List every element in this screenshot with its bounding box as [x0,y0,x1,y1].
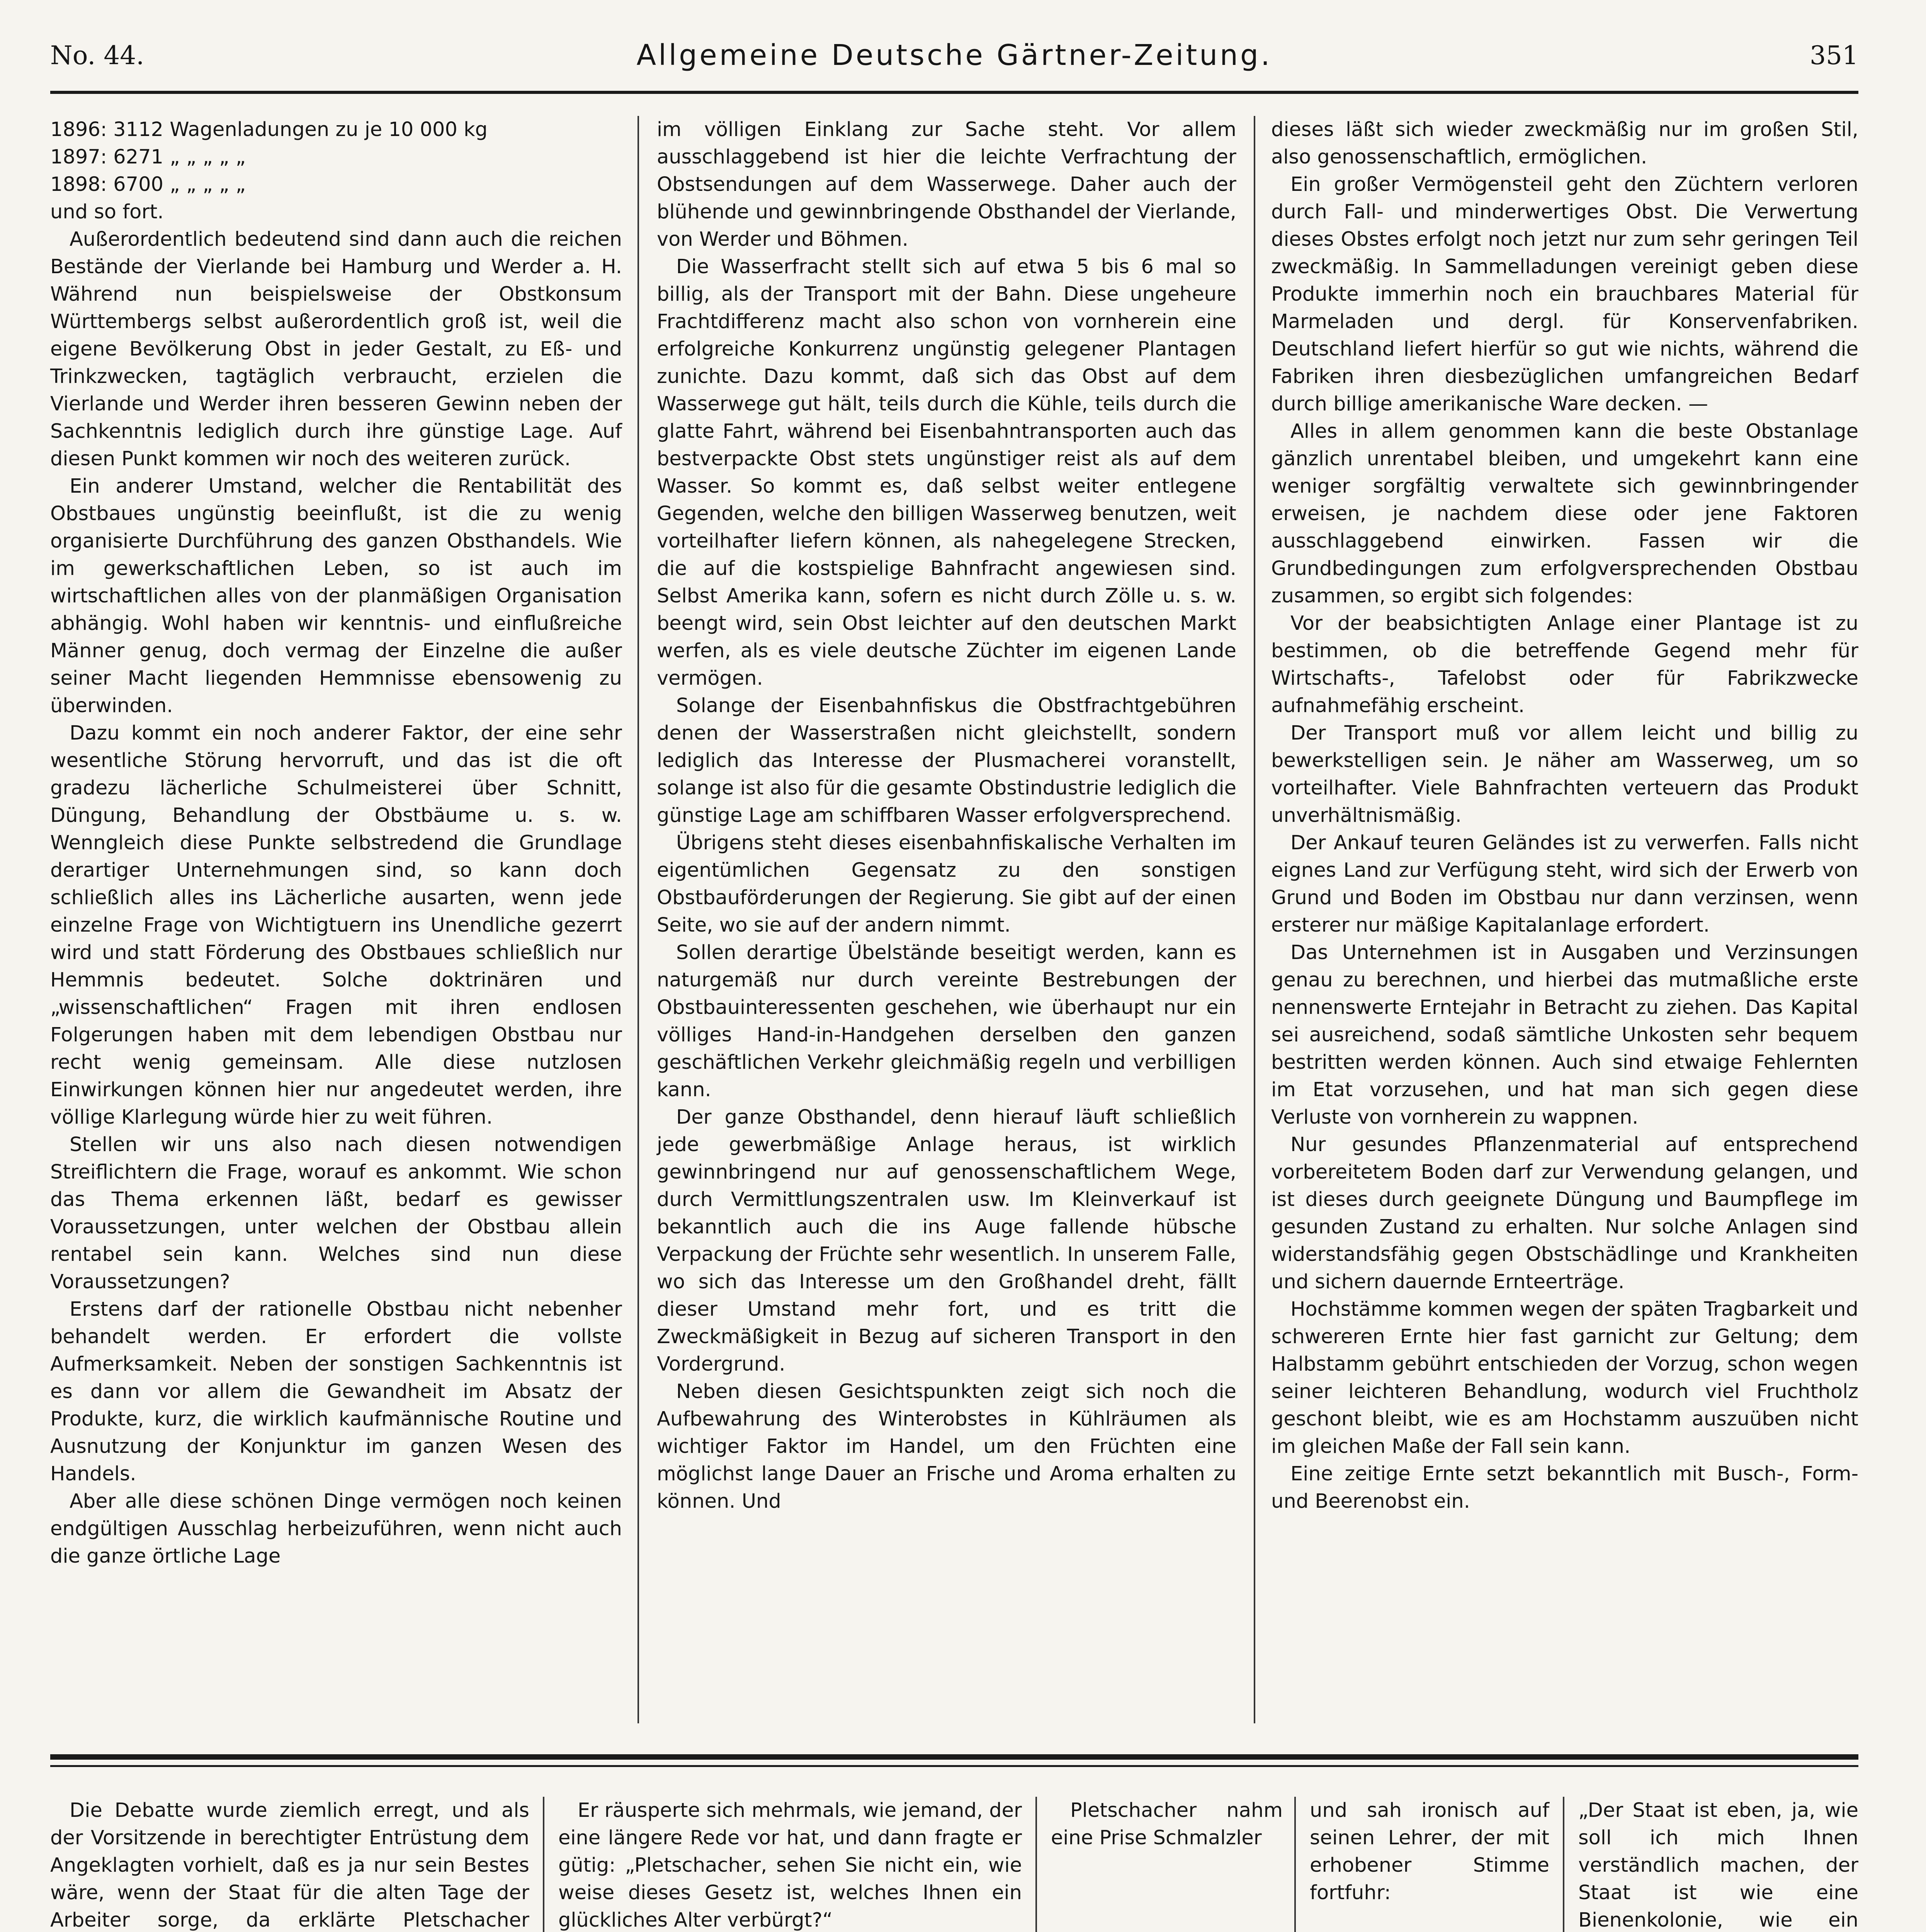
story-column-1 [50,1797,529,1932]
issue-number: No. 44. [50,41,144,70]
paragraph: Der Transport muß vor allem leicht und billig zu bewerkstelligen sein. Je näher am Wasserweg, um so vorteilhafter. Viele Bahnfrachten verteuern das Produkt unverhältnismäßig. [1271,722,1858,827]
paragraph: Die Debatte wurde ziemlich erregt, und als der Vorsitzende in berechtigter Entrüstung dem Angeklagten vorhielt, daß es ja nur sein Bestes wäre, wenn der Staat für die alten Tage der Arbeiter sorge, da erklärte Pletschacher [50,1799,529,1932]
paragraph: und sah ironisch auf seinen Lehrer, der mit erhobener Stimme fortfuhr: [1310,1799,1549,1904]
paragraph: Solange der Eisenbahnfiskus die Obstfrachtgebühren denen der Wasserstraßen nicht gleichstellt, sondern lediglich das Interesse der Plusmacherei voranstellt, solange ist also für die gesamte Obstindustrie lediglich die günstige Lage am schiffbaren Wasser erfolgversprechend. [657,694,1236,827]
paragraph: Erstens darf der rationelle Obstbau nicht nebenher behandelt werden. Er erfordert die vollste Aufmerksamkeit. Neben der sonstigen Sachkenntnis ist es dann vor allem die Gewandheit im Absatz der Produkte, kurz, die wirklich kaufmännische Routine und Ausnutzung der Konjunktur im ganzen Wesen des Handels. [50,1298,622,1485]
article-column-2 [657,116,1236,1723]
story-column-2 [558,1797,1022,1932]
paragraph: im völligen Einklang zur Sache steht. Vor allem ausschlaggebend ist hier die leichte Verfrachtung der Obstsendungen auf dem Wasserwege. Daher auch der blühende und gewinnbringende Obsthandel der Vierlande, von Werder und Böhmen. [657,118,1236,251]
article-column-3 [1271,116,1858,1723]
paragraph: Dazu kommt ein noch anderer Faktor, der eine sehr wesentliche Störung hervorruft, und das ist die oft gradezu lächerliche Schulmeisterei über Schnitt, Düngung, Behandlung der Obstbäume u. s. w. Wenngleich diese Punkte selbstredend die Grundlage derartiger Unternehmungen sind, so kann doch schließlich alles ins Lächerliche ausarten, wenn jede einzelne Frage von Wichtigtuern ins Unendliche gezerrt wird und statt Förderung des Obstbaues schließlich nur Hemmnis bedeutet. Solche doktrinären und „wissenschaftlichen“ Fragen mit ihren endlosen Folgerungen haben mit dem lebendigen Obstbau nur recht wenig gemeinsam. Alle diese nutzlosen Einwirkungen können hier nur angedeutet werden, ihre völlige Klarlegung würde hier zu weit führen. [50,722,622,1129]
paragraph: Der Ankauf teuren Geländes ist zu verwerfen. Falls nicht eignes Land zur Verfügung steht, wird sich der Erwerb von Grund und Boden im Obstbau nur dann verzinsen, wenn ersterer nur mäßige Kapitalanlage erfordert. [1271,832,1858,937]
paragraph: Ein großer Vermögensteil geht den Züchtern verloren durch Fall- und minderwertiges Obst. Die Verwertung dieses Obstes erfolgt noch jetzt nur zum sehr geringen Teil zweckmäßig. In Sammelladungen vereinigt geben diese Produkte immerhin noch ein brauchbares Material für Marmeladen und dergl. für Konservenfabriken. Deutschland liefert hierfür so gut wie nichts, während die Fabriken ihren diesbezüglichen umfangreichen Bedarf durch billige amerikanische Ware decken. — [1271,173,1858,415]
paragraph: 1896: 3112 Wagenladungen zu je 10 000 kg [50,118,488,141]
paragraph: Hochstämme kommen wegen der späten Tragbarkeit und schwereren Ernte hier fast garnicht zur Geltung; dem Halbstamm gebührt entschieden der Vorzug, schon wegen seiner leichteren Behandlung, wodurch viel Fruchtholz geschont bleibt, wie es am Hochstamm auszuüben nicht im gleichen Maße der Fall sein kann. [1271,1298,1858,1458]
story-column-4 [1310,1797,1549,1932]
paragraph: Ein anderer Umstand, welcher die Rentabilität des Obstbaues ungünstig beeinflußt, ist die zu wenig organisierte Durchführung des ganzen Obsthandels. Wie im gewerkschaftlichen Leben, so ist auch im wirtschaftlichen alles von der planmäßigen Organisation abhängig. Wohl haben wir kenntnis- und einflußreiche Männer genug, doch vermag der Einzelne die außer seiner Macht liegenden Hemmnisse ebensowenig zu überwinden. [50,475,622,717]
paragraph: Alles in allem genommen kann die beste Obstanlage gänzlich unrentabel bleiben, und umgekehrt kann eine weniger sorgfältig verwaltete sich gewinnbringender erweisen, je nachdem diese oder jene Faktoren ausschlaggebend einwirken. Fassen wir die Grundbedingungen zum erfolgversprechenden Obstbau zusammen, so ergibt sich folgendes: [1271,420,1858,607]
paragraph: Außerordentlich bedeutend sind dann auch die reichen Bestände der Vierlande bei Hamburg und Werder a. H. Während nun beispielsweise der Obstkonsum Württembergs selbst außerordentlich groß ist, weil die eigene Bevölkerung Obst in jeder Gestalt, zu Eß- und Trinkzwecken, tagtäglich verbraucht, erzielen die Vierlande und Werder ihren besseren Gewinn neben der Sachkenntnis lediglich durch ihre günstige Lage. Auf diesen Punkt kommen wir noch des weiteren zurück. [50,228,622,470]
paragraph: „Der Staat ist eben, ja, wie soll ich mich Ihnen verständlich machen, der Staat ist wie eine Bienenkolonie, wie ein [1578,1799,1858,1932]
paragraph: Das Unternehmen ist in Ausgaben und Verzinsungen genau zu berechnen, und hierbei das mutmaßliche erste nennenswerte Erntejahr in Betracht zu ziehen. Das Kapital sei ausreichend, sodaß sämtliche Unkosten sehr bequem bestritten werden können. Auch sind etwaige Fehlernten im Etat vorzusehen, und hat man sich gegen diese Verluste von vornherein zu wappnen. [1271,941,1858,1129]
paragraph: Die Wasserfracht stellt sich auf etwa 5 bis 6 mal so billig, als der Transport mit der Bahn. Diese ungeheure Frachtdifferenz macht also schon von vornherein eine erfolgreiche Konkurrenz ungünstig gelegener Plantagen zunichte. Dazu kommt, daß sich das Obst auf dem Wasserwege gut hält, teils durch die Kühle, teils durch die glatte Fahrt, während bei Eisenbahntransporten auch das bestverpackte Obst stets ungünstiger reist als auf dem Wasser. So kommt es, daß selbst weiter entlegene Gegenden, welche den billigen Wasserweg benutzen, weit vorteilhafter liefern können, als nahegelegene Strecken, die auf die kostspielige Bahnfracht angewiesen sind. Selbst Amerika kann, sofern es nicht durch Zölle u. s. w. beengt wird, sein Obst leichter auf den deutschen Markt werfen, als es viele deutsche Züchter im eigenen Lande vermögen. [657,255,1236,690]
paragraph: Stellen wir uns also nach diesen notwendigen Streiflichtern die Frage, worauf es ankommt. Wie schon das Thema erkennen läßt, bedarf es gewisser Voraussetzungen, unter welchen der Obstbau allein rentabel sein kann. Welches sind nun diese Voraussetzungen? [50,1133,622,1293]
paragraph: und so fort. [50,201,164,223]
paragraph: 1897: 6271 „ „ „ „ „ [50,146,246,168]
paragraph: Eine zeitige Ernte setzt bekanntlich mit Busch-, Form- und Beerenobst ein. [1271,1463,1858,1513]
story-column-3 [1051,1797,1283,1932]
column-divider [637,116,639,1723]
newspaper-title: Allgemeine Deutsche Gärtner-Zeitung. [636,39,1272,72]
paragraph: Pletschacher nahm eine Prise Schmalzler [1051,1799,1283,1849]
paragraph: Er räusperte sich mehrmals, wie jemand, der eine längere Rede vor hat, und dann fragte er gütig: „Pletschacher, sehen Sie nicht ein, wie weise dieses Gesetz ist, welches Ihnen ein glückliches Alter verbürgt?“ [558,1799,1022,1932]
column-divider [1254,116,1255,1723]
column-divider [1563,1797,1564,1932]
paragraph: Nur gesundes Pflanzenmaterial auf entsprechend vorbereitetem Boden darf zur Verwendung gelangen, und ist dieses durch geeignete Düngung und Baumpflege im gesunden Zustand zu erhalten. Nur solche Anlagen sind widerstandsfähig gegen Obstschädlinge und Krankheiten und sichern dauernde Ernteerträge. [1271,1133,1858,1293]
story-column-5 [1578,1797,1858,1932]
section-divider-thin [50,1765,1858,1767]
page-number: 351 [1810,41,1858,70]
column-divider [1035,1797,1037,1932]
paragraph: 1898: 6700 „ „ „ „ „ [50,173,246,196]
paragraph: Übrigens steht dieses eisenbahnfiskalische Verhalten im eigentümlichen Gegensatz zu den sonstigen Obstbauförderungen der Regierung. Sie gibt auf der einen Seite, wo sie auf der andern nimmt. [657,832,1236,937]
article-column-1 [50,116,622,1723]
section-divider [50,1754,1858,1760]
column-divider [1294,1797,1296,1932]
page-header [50,37,1858,94]
paragraph: dieses läßt sich wieder zweckmäßig nur im großen Stil, also genossenschaftlich, ermöglichen. [1271,118,1858,168]
column-divider [543,1797,544,1932]
paragraph: Vor der beabsichtigten Anlage einer Plantage ist zu bestimmen, ob die betreffende Gegend mehr für Wirtschafts-, Tafelobst oder für Fabrikzwecke aufnahmefähig erscheint. [1271,612,1858,717]
paragraph: Sollen derartige Übelstände beseitigt werden, kann es naturgemäß nur durch vereinte Bestrebungen der Obstbauinteressenten geschehen, wie überhaupt nur ein völliges Hand-in-Handgehen derselben den ganzen geschäftlichen Verkehr gleichmäßig regeln und verbilligen kann. [657,941,1236,1101]
paragraph: Aber alle diese schönen Dinge vermögen noch keinen endgültigen Ausschlag herbeizuführen, wenn nicht auch die ganze örtliche Lage [50,1490,622,1568]
paragraph: Der ganze Obsthandel, denn hierauf läuft schließlich jede gewerbmäßige Anlage heraus, ist wirklich gewinnbringend nur auf genossenschaftlichem Wege, durch Vermittlungszentralen usw. Im Kleinverkauf ist bekanntlich auch die ins Auge fallende hübsche Verpackung der Früchte sehr wesentlich. In unserem Falle, wo sich das Interesse um den Großhandel dreht, fällt dieser Umstand mehr fort, und es tritt die Zweckmäßigkeit in Bezug auf sicheren Transport in den Vordergrund. [657,1106,1236,1376]
paragraph: Neben diesen Gesichtspunkten zeigt sich noch die Aufbewahrung des Winterobstes in Kühlräumen als wichtiger Faktor im Handel, um den Früchten eine möglichst lange Dauer an Frische und Aroma erhalten zu können. Und [657,1380,1236,1513]
